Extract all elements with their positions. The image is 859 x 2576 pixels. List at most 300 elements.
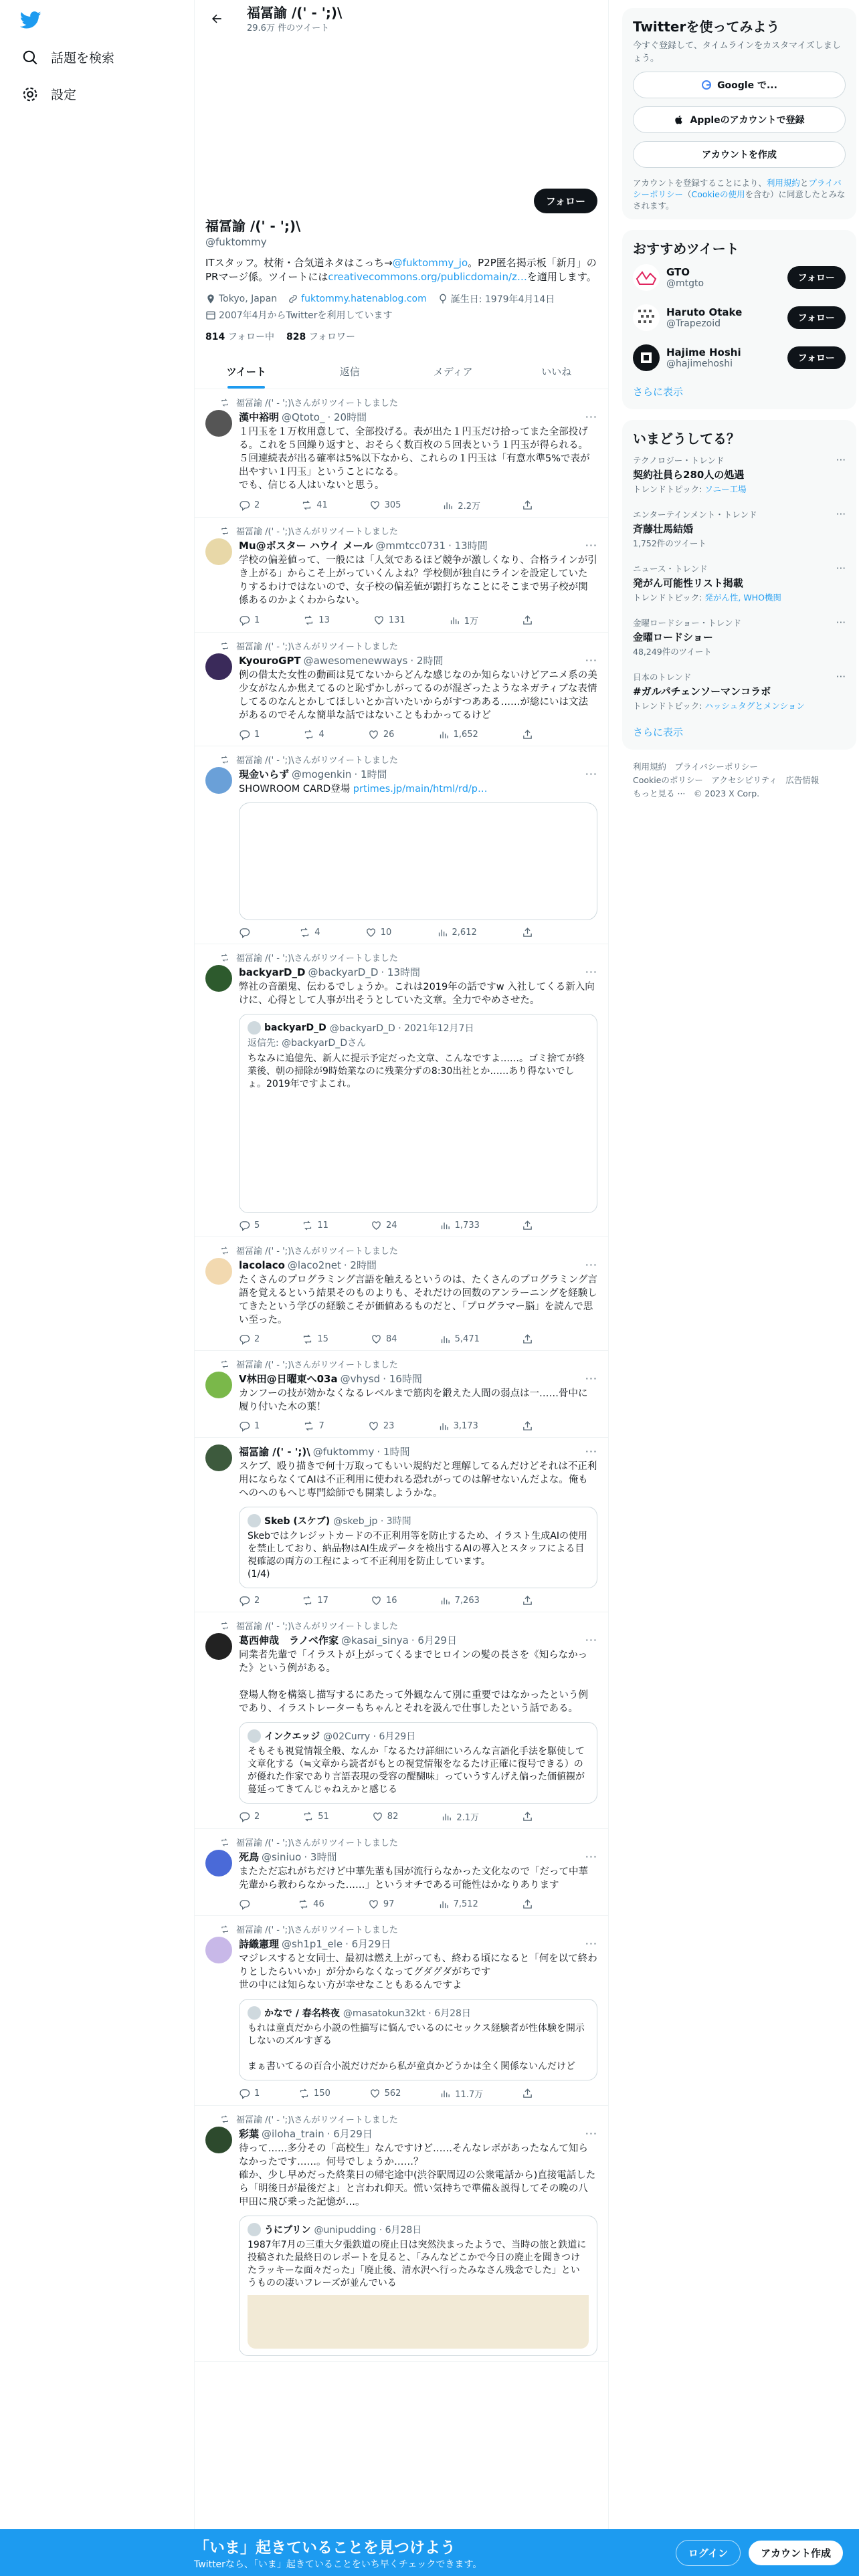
tab-replies[interactable]: 返信 (339, 365, 360, 378)
nav-settings-label: 設定 (51, 88, 77, 102)
retweet-indicator (205, 1923, 597, 1935)
avatar[interactable] (205, 1258, 232, 1285)
follow-button[interactable]: フォロー (534, 189, 597, 213)
reply-button[interactable] (239, 499, 260, 512)
views-icon (442, 500, 454, 511)
quoted-tweet[interactable] (239, 2216, 597, 2356)
followers-label: フォロワー (308, 332, 355, 342)
tweet-author-name[interactable]: 葛西伸哉 ラノベ作家 (239, 1634, 339, 1646)
retweet-indicator (205, 1619, 597, 1632)
profile-website[interactable] (288, 292, 427, 306)
recommend-title: おすすめツイート (633, 241, 739, 257)
tweet[interactable] (195, 633, 608, 746)
trend-topic-link[interactable]: ソニー工場 (704, 484, 747, 494)
views-count: 2.1万 (456, 1813, 480, 1823)
tweet-author-handle: @vhysd (340, 1372, 381, 1385)
trend-meta-text: 48,249件のツイート (633, 647, 712, 657)
share-icon (522, 615, 533, 626)
share-button[interactable] (522, 1333, 533, 1345)
like-button[interactable] (371, 1595, 397, 1606)
views-count: 1,652 (453, 730, 478, 740)
login-button[interactable]: ログイン (676, 2540, 741, 2566)
more-icon[interactable]: ··· (836, 508, 846, 520)
reply-icon (239, 1899, 250, 1910)
reply-button[interactable] (239, 1333, 260, 1345)
tweet-author-name[interactable]: 漢中裕明 (239, 411, 280, 423)
retweet-count: 17 (317, 1596, 328, 1606)
trend-category: 金曜ロードショー・トレンド (633, 618, 741, 628)
retweet-icon (303, 615, 314, 626)
views-icon (441, 1811, 452, 1822)
location-icon (205, 294, 216, 304)
following-stat[interactable] (205, 330, 274, 343)
recommend-follow-button[interactable]: フォロー (787, 266, 846, 289)
views-button[interactable] (440, 1595, 480, 1606)
footer-line[interactable]: Cookieのポリシー アクセシビリティ 広告情報 (633, 775, 820, 785)
bio-link-account[interactable]: @fuktommy_jo (392, 257, 468, 269)
website-link[interactable]: fuktommy.hatenablog.com (301, 294, 427, 304)
recommend-follow-button[interactable]: フォロー (787, 346, 846, 369)
more-icon[interactable]: ··· (585, 2127, 597, 2140)
views-icon (440, 1333, 451, 1345)
retweet-icon (220, 1838, 229, 1847)
profile-bio (205, 256, 597, 284)
avatar (633, 264, 660, 291)
share-icon (522, 927, 533, 938)
share-button[interactable] (522, 1595, 533, 1606)
tweet-actions (239, 1220, 533, 1231)
retweet-icon (220, 526, 229, 536)
tweet-author-handle: @kasai_sinya (341, 1634, 409, 1646)
profile-meta (205, 292, 597, 322)
avatar[interactable] (205, 1633, 232, 1660)
tweet-author-handle: @iloha_train (262, 2127, 324, 2140)
views-button[interactable] (442, 499, 480, 512)
tweet-date[interactable]: · 2時間 (410, 655, 444, 667)
tweet-author-name[interactable]: lacolaco (239, 1259, 285, 1271)
tweet-actions (239, 729, 533, 740)
tweet-date[interactable]: · 2時間 (343, 1259, 377, 1271)
heart-icon (365, 927, 377, 938)
avatar[interactable] (205, 1444, 232, 1471)
main-column (194, 0, 609, 2576)
share-icon (522, 1420, 533, 1432)
bio-link-license[interactable]: creativecommons.org/publicdomain/z… (328, 271, 527, 283)
avatar[interactable] (205, 653, 232, 680)
trend-meta (633, 591, 846, 603)
arrow-left-icon (210, 12, 223, 25)
avatar[interactable] (205, 1937, 232, 1963)
share-button[interactable] (522, 1899, 533, 1910)
tweet-author-name[interactable]: 彩葉 (239, 2128, 260, 2140)
more-icon[interactable]: ··· (585, 966, 597, 978)
quote-author-handle: @backyarD_D · 2021年12月7日 (329, 1023, 474, 1034)
retweet-icon (220, 398, 229, 407)
more-icon[interactable]: ··· (585, 539, 597, 552)
tweet-author-handle: @backyarD_D (308, 966, 379, 978)
reply-count: 2 (254, 500, 260, 510)
views-icon (438, 1420, 450, 1432)
more-icon[interactable]: ··· (836, 562, 846, 574)
views-icon (440, 1595, 451, 1606)
tweet-author-name[interactable]: 詩織憲理 (239, 1938, 280, 1950)
share-icon (522, 500, 533, 511)
tos-link[interactable]: 利用規約 (766, 178, 800, 188)
reply-icon (239, 1595, 250, 1606)
tos-text: アカウントを登録することにより、 (633, 178, 767, 188)
views-count: 11.7万 (455, 2090, 484, 2100)
retweet-button[interactable] (298, 2087, 330, 2100)
tweet-text-content: 弊社の音韻鬼、伝わるでしょうか。これは2019年の話ですw 入社してくる新入向けに、心得として人事が出そうとしていた文章。全力でやめさせた。 (239, 982, 595, 1006)
more-icon[interactable]: ··· (585, 1634, 597, 1646)
more-icon[interactable]: ··· (585, 411, 597, 423)
heart-icon (371, 1220, 382, 1231)
retweet-indicator (205, 2113, 597, 2125)
tweet[interactable] (195, 1351, 608, 1438)
like-button[interactable] (365, 927, 392, 938)
footer-line[interactable]: 利用規約 プライバシーポリシー (633, 762, 758, 772)
tweet-author-name[interactable]: 福冨諭 /(' - ';)\ (239, 1446, 310, 1458)
tweet-date[interactable]: · 13時間 (381, 966, 421, 978)
retweet-icon (303, 729, 314, 740)
views-count: 3,173 (453, 1421, 478, 1431)
retweet-icon (298, 1899, 309, 1910)
google-signup-button[interactable] (633, 72, 846, 98)
gear-icon (21, 86, 39, 103)
apple-signup-button[interactable] (633, 106, 846, 133)
views-button[interactable] (441, 1810, 479, 1823)
tweet[interactable] (195, 1829, 608, 1916)
quote-author-handle: @02Curry · 6月29日 (323, 1731, 416, 1742)
views-count: 2,612 (452, 928, 477, 938)
share-button[interactable] (522, 1420, 533, 1432)
tweet-date[interactable]: · 6月29日 (326, 2128, 373, 2140)
tweet-text-content: カンフーの技が効かなくなるレベルまで筋肉を鍛えた人間の弱点は一……骨中に履り付いた木の葉！ (239, 1388, 588, 1412)
tweet-actions (239, 1333, 533, 1345)
quote-image (248, 1091, 589, 1206)
tab-tweets[interactable]: ツイート (195, 354, 298, 389)
like-button[interactable] (369, 2087, 401, 2100)
like-button[interactable] (368, 1420, 395, 1432)
more-icon[interactable]: ··· (585, 768, 597, 780)
views-button[interactable] (440, 1333, 480, 1345)
trend-title: 斉藤壮馬結婚 (633, 523, 694, 535)
like-button[interactable] (371, 1333, 397, 1345)
more-icon[interactable]: ··· (836, 454, 846, 466)
retweet-indicator-text: 福冨諭 /(' - ';)\さんがリツイートしました (236, 2115, 398, 2125)
views-icon (449, 615, 460, 626)
tweet[interactable] (195, 1612, 608, 1829)
share-icon (522, 1220, 533, 1231)
create-account-label: アカウントを作成 (702, 150, 777, 160)
avatar[interactable] (205, 538, 232, 565)
quoted-tweet[interactable] (239, 1014, 597, 1213)
tweet-author-handle: @sh1p1_ele (282, 1937, 343, 1950)
reply-button[interactable] (239, 729, 260, 740)
retweet-icon (220, 1925, 229, 1934)
link-icon (288, 294, 298, 304)
share-button[interactable] (522, 1220, 533, 1231)
retweet-icon (302, 1595, 313, 1606)
heart-icon (371, 1333, 382, 1345)
tweet-actions (239, 499, 533, 512)
nav-explore[interactable] (13, 40, 186, 74)
reply-button[interactable] (239, 1420, 260, 1432)
retweet-icon (302, 1811, 314, 1822)
retweet-icon (301, 500, 312, 511)
retweet-button[interactable] (302, 1810, 329, 1823)
tweet-date[interactable]: · 13時間 (448, 540, 488, 552)
tweet-date[interactable]: · 1時間 (354, 768, 387, 780)
retweet-indicator-text: 福冨諭 /(' - ';)\さんがリツイートしました (236, 527, 398, 537)
tweet[interactable] (195, 1438, 608, 1612)
retweet-indicator-text: 福冨諭 /(' - ';)\さんがリツイートしました (236, 399, 398, 409)
tweet[interactable] (195, 389, 608, 518)
tweet[interactable] (195, 2106, 608, 2362)
trend-item[interactable] (633, 556, 846, 610)
share-button[interactable] (522, 2087, 533, 2100)
like-button[interactable] (369, 499, 401, 512)
retweet-button[interactable] (303, 614, 330, 627)
retweet-indicator (205, 951, 597, 964)
recommend-user[interactable] (633, 257, 846, 298)
tweet-date[interactable]: · 1時間 (377, 1446, 410, 1458)
more-icon[interactable]: ··· (585, 1259, 597, 1271)
share-button[interactable] (522, 927, 533, 938)
retweet-button[interactable] (301, 499, 328, 512)
tweet-actions (239, 2087, 533, 2100)
recommend-name: GTO (666, 266, 690, 278)
tab-likes[interactable]: いいね (541, 365, 572, 378)
views-button[interactable] (438, 729, 478, 740)
more-icon[interactable]: ··· (585, 1372, 597, 1385)
like-count: 97 (383, 1899, 395, 1909)
avatar[interactable] (205, 1850, 232, 1876)
like-button[interactable] (373, 614, 405, 627)
quoted-tweet[interactable] (239, 1999, 597, 2080)
trends-more-link[interactable]: さらに表示 (633, 726, 684, 738)
quote-reply-to: 返信先: @backyarD_Dさん (248, 1038, 367, 1049)
tweet[interactable] (195, 1237, 608, 1351)
avatar[interactable] (205, 2127, 232, 2153)
share-button[interactable] (522, 729, 533, 740)
reply-button[interactable] (239, 2087, 260, 2100)
tweet-author-handle: @siniuo (262, 1850, 302, 1863)
trend-item[interactable] (633, 447, 846, 502)
like-button[interactable] (368, 1899, 395, 1910)
left-nav (0, 0, 194, 2576)
views-button[interactable] (449, 614, 478, 627)
google-signup-label: Google で... (717, 80, 777, 91)
reply-count: 2 (254, 1334, 260, 1344)
retweet-button[interactable] (302, 1333, 328, 1345)
reply-button[interactable] (239, 1595, 260, 1606)
retweet-button[interactable] (302, 1595, 328, 1606)
avatar[interactable] (205, 767, 232, 794)
nav-explore-label: 話題を検索 (51, 51, 115, 66)
tweet-author-handle: @awesomenewways (303, 654, 408, 667)
quote-text: ちなみに追億先、新人に提示予定だった文章、こんなですよ……。ゴミ捨てが終業後、朝の掃除が9時始業なのに残業分ずの8:30出社とか……あり得ないでしょ。2019年ですよこれ。 (248, 1053, 585, 1089)
avatar[interactable] (205, 410, 232, 437)
views-icon (440, 2088, 451, 2099)
tweet-author-handle: @laco2net (287, 1259, 341, 1271)
trend-item[interactable] (633, 502, 846, 556)
share-button[interactable] (522, 1810, 533, 1823)
apple-signup-label: Appleのアカウントで登録 (690, 115, 805, 126)
avatar[interactable] (205, 965, 232, 992)
views-button[interactable] (437, 927, 477, 938)
trend-title: #ガルパチェンソーマンコラボ (633, 685, 771, 697)
recommend-panel (622, 230, 856, 409)
quoted-tweet[interactable] (239, 1722, 597, 1804)
retweet-indicator-text: 福冨諭 /(' - ';)\さんがリツイートしました (236, 954, 398, 964)
retweet-button[interactable] (302, 1220, 328, 1231)
signup-title: Twitterを使ってみよう (633, 19, 780, 35)
retweet-button[interactable] (298, 1899, 324, 1910)
reply-count: 5 (254, 1220, 260, 1230)
quote-author-name: backyarD_D (264, 1023, 326, 1033)
views-button[interactable] (438, 1899, 478, 1910)
tab-media[interactable]: メディア (433, 365, 473, 378)
trend-item[interactable] (633, 610, 846, 664)
share-button[interactable] (522, 614, 533, 627)
reply-icon (239, 2088, 250, 2099)
avatar (248, 1514, 261, 1527)
views-button[interactable] (440, 1220, 480, 1231)
tweet-author-name[interactable]: V林田@日曜東へ03a (239, 1373, 338, 1385)
followers-stat[interactable] (286, 330, 355, 343)
create-account-button[interactable] (633, 141, 846, 168)
recommend-user[interactable] (633, 338, 846, 378)
tweet-text (239, 782, 597, 796)
reply-count: 1 (254, 730, 260, 740)
share-button[interactable] (522, 499, 533, 512)
trend-meta-text: トレンドトピック: (633, 593, 705, 603)
like-button[interactable] (372, 1810, 399, 1823)
trend-topic-link[interactable]: 発がん性, WHO機関 (704, 593, 781, 603)
recommend-more-link[interactable]: さらに表示 (633, 386, 684, 398)
more-icon[interactable]: ··· (585, 1850, 597, 1863)
trend-title: 契約社員ら280人の処遇 (633, 469, 745, 481)
tweet-text-content: 待って……多分その「高校生」なんですけど……そんなレポがあったなんて知らなかったです……。何号でしょうか……？ 確か、少し早めだった終業日の帰宅途中(渋谷駅周辺の公衆電話から)直接電話したら「明後日が最後だよ」と言われ仰天。慌い気持ちで準備＆説得してその晩の八甲田に飛び乗った記憶が…。 (239, 2143, 596, 2208)
retweet-count: 11 (317, 1220, 328, 1230)
reply-button[interactable] (239, 614, 260, 627)
trend-item[interactable] (633, 664, 846, 718)
tweet-date[interactable]: · 3時間 (304, 1851, 337, 1863)
profile-stats (205, 330, 597, 343)
cookie-link[interactable]: Cookieの使用 (691, 189, 745, 199)
tweet-text-content: １円玉を１万枚用意して、全部投げる。表が出た１円玉だけ拾ってまた全部投げる。これを５回繰り返すと、おそらく数百枚の５回表という１円玉が得られる。 ５回連続表が出る確率は5%以下なから、これらの１円玉は「有意水準5%で表が出やすい１円玉」ということになる。 でも、信じる人はいないと思う。 (239, 427, 590, 491)
right-sidebar (622, 8, 856, 800)
retweet-button[interactable] (299, 927, 320, 938)
more-icon[interactable]: ··· (585, 1445, 597, 1458)
tweet[interactable] (195, 944, 608, 1237)
avatar[interactable] (205, 1372, 232, 1398)
reply-button[interactable] (239, 927, 254, 938)
retweet-button[interactable] (303, 729, 324, 740)
tweet[interactable] (195, 518, 608, 633)
recommend-name: Hajime Hoshi (666, 346, 741, 358)
topbar-name: 福冨諭 /(' - ';)\ (247, 4, 343, 21)
retweet-icon (220, 2115, 229, 2124)
like-button[interactable] (371, 1220, 397, 1231)
trend-topic-link[interactable]: ハッシュタグとメンション (704, 701, 805, 711)
nav-settings[interactable] (13, 77, 186, 111)
more-icon[interactable]: ··· (585, 654, 597, 667)
tweet-author-name[interactable]: backyarD_D (239, 966, 306, 978)
reply-icon (239, 500, 250, 511)
reply-count: 1 (254, 2088, 260, 2099)
tweet-author-name[interactable]: 死鳥 (239, 1851, 260, 1863)
views-count: 1,733 (454, 1220, 480, 1230)
tweet-author-name[interactable]: Mu@ボスター ハウイ メール (239, 540, 373, 552)
tweet[interactable] (195, 1916, 608, 2106)
quoted-tweet[interactable] (239, 1507, 597, 1588)
quote-image (248, 2295, 589, 2349)
heart-icon (373, 615, 385, 626)
reply-button[interactable] (239, 1810, 260, 1823)
tweet-link[interactable]: prtimes.jp/main/html/rd/p… (353, 784, 488, 794)
views-count: 2.2万 (458, 502, 481, 512)
recommend-follow-button[interactable]: フォロー (787, 306, 846, 329)
tweet-date[interactable]: · 16時間 (383, 1373, 422, 1385)
heart-icon (368, 1899, 379, 1910)
link-card[interactable] (239, 802, 597, 920)
tweet[interactable] (195, 746, 608, 944)
profile-topbar (195, 0, 608, 37)
reply-button[interactable] (239, 1220, 260, 1231)
privacy-link[interactable]: プライバシーポリシー (633, 178, 842, 199)
retweet-button[interactable] (303, 1420, 324, 1432)
trend-category: テクノロジー・トレンド (633, 455, 725, 465)
retweet-indicator (205, 1244, 597, 1257)
recommend-name: Haruto Otake (666, 306, 743, 318)
footer-line[interactable]: もっと見る ··· © 2023 X Corp. (633, 788, 760, 798)
more-icon[interactable]: ··· (585, 1937, 597, 1950)
reply-button[interactable] (239, 1899, 254, 1910)
views-button[interactable] (438, 1420, 478, 1432)
signup-button[interactable]: アカウント作成 (749, 2541, 843, 2565)
retweet-count: 7 (318, 1421, 324, 1431)
tweet-text (239, 425, 597, 492)
like-button[interactable] (368, 729, 395, 740)
back-button[interactable] (205, 7, 228, 30)
trend-meta-text: トレンドトピック: (633, 701, 705, 711)
like-count: 82 (387, 1812, 399, 1822)
bio-text: ITスタッフ。杖術・合気道ネタはこっち→ (205, 257, 393, 269)
tweet-author-handle: @fuktommy (312, 1445, 375, 1458)
twitter-logo-icon[interactable] (13, 3, 48, 37)
quote-author-name: インクエッジ (264, 1731, 320, 1742)
signup-panel (622, 8, 856, 219)
retweet-indicator (205, 1358, 597, 1370)
tweet-date[interactable]: · 6月29日 (345, 1938, 391, 1950)
views-button[interactable] (440, 2087, 483, 2100)
retweet-count: 51 (318, 1812, 329, 1822)
tweet-author-name[interactable]: 現金いらず (239, 768, 290, 780)
recommend-user[interactable] (633, 298, 846, 338)
more-icon[interactable]: ··· (836, 617, 846, 629)
heart-icon (369, 500, 381, 511)
tweet-author-name[interactable]: KyouroGPT (239, 654, 301, 667)
more-icon[interactable]: ··· (836, 671, 846, 683)
like-count: 562 (384, 2088, 401, 2099)
tweet-date[interactable]: · 6月29日 (411, 1634, 457, 1646)
trend-meta-text: トレンドトピック: (633, 484, 705, 494)
tweet-date[interactable]: · 20時間 (327, 411, 367, 423)
tweet-text (239, 1865, 597, 1892)
tos-text: （ (683, 189, 692, 199)
